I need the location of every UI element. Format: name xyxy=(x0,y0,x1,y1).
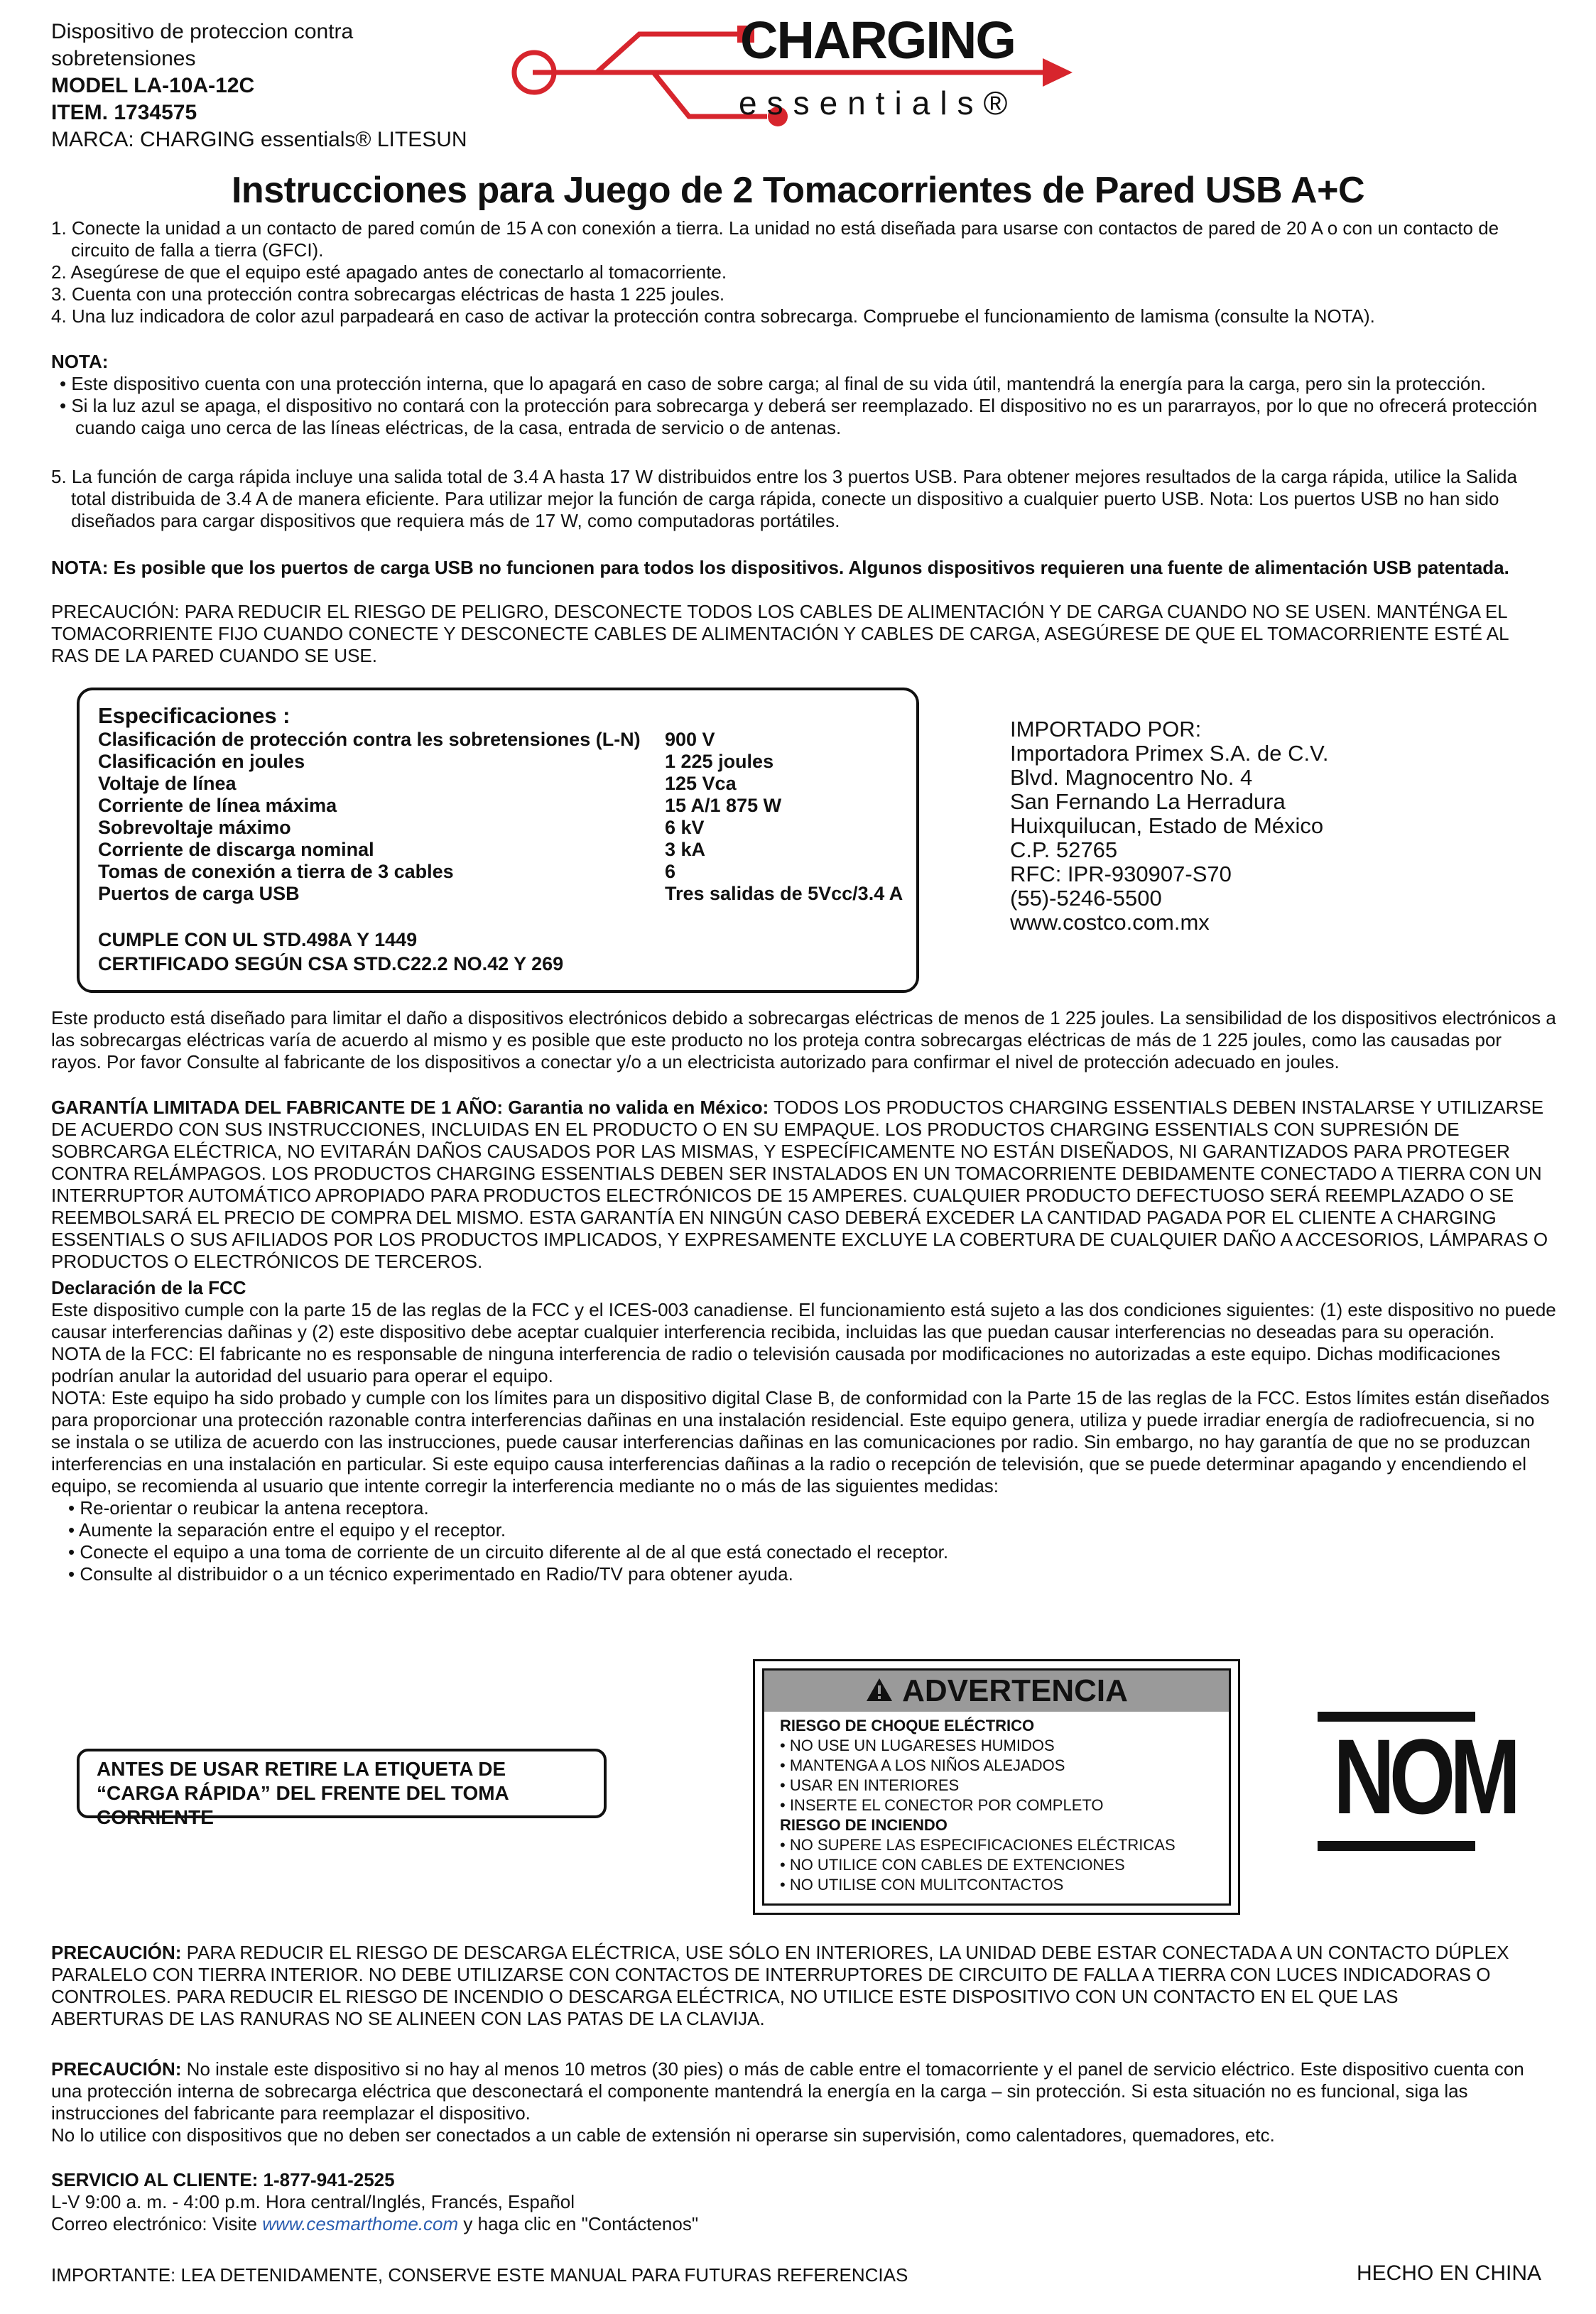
warning-label xyxy=(753,1659,1240,1915)
spec-key: Puertos de carga USB xyxy=(98,883,300,904)
warning-item: • NO UTILICE CON CABLES DE EXTENCIONES xyxy=(780,1856,1125,1874)
nom-bar-bottom xyxy=(1318,1841,1475,1851)
warning-title: ADVERTENCIA xyxy=(902,1673,1128,1708)
step-item: 2. Asegúrese de que el equipo esté apagado antes de conectarlo al tomacorriente. xyxy=(51,261,727,283)
spec-row xyxy=(98,729,908,751)
precaution-install xyxy=(51,2058,1536,2146)
warning-triangle-icon xyxy=(865,1672,894,1713)
step-5 xyxy=(51,466,1543,532)
service-phone: SERVICIO AL CLIENTE: 1-877-941-2525 xyxy=(51,2169,395,2190)
nota-label: NOTA: xyxy=(51,351,109,372)
importer-line: (55)-5246-5500 xyxy=(1010,886,1162,911)
warning-item: • NO SUPERE LAS ESPECIFICACIONES ELÉCTRICAS xyxy=(780,1836,1176,1854)
warning-inner-frame xyxy=(762,1668,1231,1906)
product-description: Este producto está diseñado para limitar el daño a dispositivos electrónicos debido a sobrecargas eléctricas de menos de 1 225 joules. La sensibilidad de los dispositivos electrónicos a las sobrecargas eléctricas varía de acuerdo al mismo y es posible que este producto no los proteja contra sobrecargas eléctricas de más de 1 225 joules, como las causadas por rayos. Por favor Consulte al fabricante de los dispositivos a conectar y/o a un electricista autorizado para confirmar el nivel de protección adecuado en joules. xyxy=(51,1007,1556,1072)
spec-value: 900 V xyxy=(665,729,715,750)
nota-section xyxy=(51,351,1564,439)
remove-label-callout xyxy=(77,1749,607,1828)
warning-heading: RIESGO DE CHOQUE ELÉCTRICO xyxy=(780,1717,1035,1734)
support-link[interactable]: www.cesmarthome.com xyxy=(262,2213,459,2234)
warranty-body: TODOS LOS PRODUCTOS CHARGING ESSENTIALS DEBEN INSTALARSE Y UTILIZARSE DE ACUERDO CON SUS INSTRUCCIONES, INCLUIDAS EN EL PRODUCTO O EN SU EMPAQUE. LOS PRODUCTOS CHARGING ESSENTIALS CON SUPRESIÓN DE SOBRCARGA ELÉCTRICA, NO EVITARÁN DAÑOS CAUSADOS POR LAS MISMAS, Y ESPECÍFICAMENTE NO ESTÁN DISEÑADOS, NI GARANTIZADOS PARA PROTEGER CONTRA RELÁMPAGOS. LOS PRODUCTOS CHARGING ESSENTIALS DEBEN SER INSTALADOS EN UN TOMACORRIENTE DEBIDAMENTE CONECTADO A TIERRA CON UN INTERRUPTOR AUTOMÁTICO APROPIADO PARA PRODUCTOS ELECTRÓNICOS DE 15 AMPERES. CUALQUIER PRODUCTO DEFECTUOSO SERÁ REEMPLAZADO O SE REEMBOLSARÁ EL PRECIO DE COMPRA DEL MISMO. ESTA GARANTÍA EN NINGÚN CASO DEBERÁ EXCEDER LA CANTIDAD PAGADA POR EL CLIENTE A CHARGING ESSENTIALS O SUS AFILIADOS POR LOS PRODUCTOS IMPLICADOS, Y EXPRESAMENTE EXCLUYE LA COBERTURA DE CUALQUIER DAÑO A ACCESORIOS, LÁMPARAS O PRODUCTOS O ELECTRÓNICOS DE TERCEROS. xyxy=(51,1097,1548,1272)
nota-usb: NOTA: Es posible que los puertos de carga USB no funcionen para todos los dispositivos. Algunos dispositivos requieren una fuente de alimentación USB patentada. xyxy=(51,557,1509,578)
precaution-lead: PRECAUCIÓN: xyxy=(51,2058,182,2080)
logo-word-charging: CHARGING xyxy=(740,11,1015,70)
made-in: HECHO EN CHINA xyxy=(1356,2261,1541,2285)
precaution-body: No instale este dispositivo si no hay al menos 10 metros (30 pies) o más de cable entre el tomacorriente y el panel de servicio eléctrico. Este dispositivo cuenta con una protección interna de sobrecarga eléctrica que desconectará el componente mantendrá la energía en la carga – sin protección. Si esta situación no es funcional, siga las instrucciones del fabricante para reemplazar el dispositivo. xyxy=(51,2058,1524,2124)
precaution-lead: PRECAUCIÓN: xyxy=(51,1942,182,1963)
spec-row xyxy=(98,861,908,883)
nom-text: NOM xyxy=(1333,1717,1516,1836)
spec-row xyxy=(98,751,908,773)
specifications-table xyxy=(98,729,908,905)
spec-key: Tomas de conexión a tierra de 3 cables xyxy=(98,861,454,882)
fcc-paragraph: NOTA de la FCC: El fabricante no es responsable de ninguna interferencia de radio o televisión causada por modificaciones no autorizadas a este equipo. Dichas modificaciones podrían anular la autoridad del usuario para operar el equipo. xyxy=(51,1343,1501,1386)
fcc-bullet: • Aumente la separación entre el equipo y el receptor. xyxy=(68,1519,506,1541)
warning-item: • USAR EN INTERIORES xyxy=(780,1776,960,1794)
nota-bullet: • Si la luz azul se apaga, el dispositivo no contará con la protección para sobrecarga y deberá ser reemplazado. El dispositivo no es un pararrayos, por lo que no ofrecerá protección cuando caiga uno cerca de las líneas eléctricas, de la casa, entrada de servicio o de antenas. xyxy=(60,395,1538,438)
spec-key: Clasificación en joules xyxy=(98,751,305,772)
importer-line: RFC: IPR-930907-S70 xyxy=(1010,862,1232,886)
step-item: 1. Conecte la unidad a un contacto de pared común de 15 A con conexión a tierra. La unidad no está diseñada para usarse con contactos de pared de 20 A o con un contacto de circuito de falla a tierra (GFCI). xyxy=(51,217,1499,261)
spec-row xyxy=(98,817,908,839)
nom-logo xyxy=(1318,1712,1516,1851)
fcc-paragraph: NOTA: Este equipo ha sido probado y cumple con los límites para un dispositivo digital Clase B, de conformidad con la Parte 15 de las reglas de la FCC. Estos límites están diseñados para proporcionar una protección razonable contra interferencias dañinas en una instalación residencial. Este equipo genera, utiliza y puede irradiar energía de radiofrecuencia, si no se instala o se utiliza de acuerdo con las instrucciones, puede causar interferencias dañinas en las comunicaciones por radio. Sin embargo, no hay garantía de que no se produzcan interferencias en una instalación en particular. Si este equipo causa interferencias dañinas a la radio o recepción de televisión, que se puede determinar apagando y encendiendo el equipo, se recomienda al usuario que intente corregir la interferencia mediante no o más de las siguientes medidas: xyxy=(51,1387,1550,1497)
fcc-bullet: • Consulte al distribuidor o a un técnico experimentado en Radio/TV para obtener ayuda. xyxy=(68,1563,793,1585)
fcc-bullet: • Re-orientar o reubicar la antena receptora. xyxy=(68,1497,429,1519)
importer-line: C.P. 52765 xyxy=(1010,837,1118,862)
precaution-extra: No lo utilice con dispositivos que no deben ser conectados a un cable de extensión ni operarse sin supervisión, como calentadores, quemadores, etc. xyxy=(51,2124,1275,2146)
warning-item: • MANTENGA A LOS NIÑOS ALEJADOS xyxy=(780,1756,1065,1774)
service-email xyxy=(51,2213,1188,2235)
spec-value: 3 kA xyxy=(665,839,706,860)
spec-value: 1 225 joules xyxy=(665,751,774,772)
fcc-title: Declaración de la FCC xyxy=(51,1277,246,1298)
spec-value: 125 Vca xyxy=(665,773,737,794)
warranty-lead: GARANTÍA LIMITADA DEL FABRICANTE DE 1 AÑO: Garantia no valida en México: xyxy=(51,1097,769,1118)
spec-row xyxy=(98,839,908,861)
warning-item: • NO UTILISE CON MULITCONTACTOS xyxy=(780,1876,1064,1894)
importer-line: IMPORTADO POR: xyxy=(1010,717,1202,742)
model-number: MODEL LA-10A-12C xyxy=(51,74,255,97)
fcc-bullet: • Conecte el equipo a una toma de corriente de un circuito diferente al de al que está conectado el receptor. xyxy=(68,1541,949,1563)
email-prefix: Correo electrónico: Visite xyxy=(51,2213,263,2234)
customer-service xyxy=(51,2169,1188,2235)
step-item: 3. Cuenta con una protección contra sobrecargas eléctricas de hasta 1 225 joules. xyxy=(51,283,725,305)
callout-text: ANTES DE USAR RETIRE LA ETIQUETA DE “CARGA RÁPIDA” DEL FRENTE DEL TOMA CORRIENTE xyxy=(97,1758,509,1828)
fcc-section xyxy=(51,1277,1557,1585)
header-block xyxy=(51,18,506,153)
spec-row xyxy=(98,795,908,817)
warning-header xyxy=(764,1671,1229,1712)
document-title: Instrucciones para Juego de 2 Tomacorrientes de Pared USB A+C xyxy=(231,170,1364,211)
precaution-indoor xyxy=(51,1942,1514,2030)
step-5-text: 5. La función de carga rápida incluye una salida total de 3.4 A hasta 17 W distribuidos entre los 3 puertos USB. Para obtener mejores resultados de la carga rápida, utilice la Salida total distribuida de 3.4 A de manera eficiente. Para utilizar mejor la función de carga rápida, conecte un dispositivo a cualquier puerto USB. Nota: Los puertos USB no han sido diseñados para cargar dispositivos que requiera más de 17 W, como computadoras portátiles. xyxy=(51,466,1517,531)
spec-key: Corriente de línea máxima xyxy=(98,795,337,816)
spec-value: 6 kV xyxy=(665,817,705,838)
certification-csa: CERTIFICADO SEGÚN CSA STD.C22.2 NO.42 Y 269 xyxy=(98,953,564,974)
certification-ul: CUMPLE CON UL STD.498A Y 1449 xyxy=(98,929,418,950)
spec-row xyxy=(98,883,908,905)
instruction-steps xyxy=(51,217,1557,327)
fcc-paragraph: Este dispositivo cumple con la parte 15 de las reglas de la FCC y el ICES-003 canadiense. El funcionamiento está sujeto a las dos condiciones siguientes: (1) este dispositivo no puede causar interferencias dañinas y (2) este dispositivo debe aceptar cualquier interferencia recibida, incluidas las que puedan causar interferencias no deseadas para su operación. xyxy=(51,1299,1556,1342)
charging-essentials-logo xyxy=(511,10,1080,152)
warning-item: • NO USE UN LUGARESES HUMIDOS xyxy=(780,1737,1055,1754)
importer-info xyxy=(1010,717,1521,935)
precaution-paragraph: PRECAUCIÓN: PARA REDUCIR EL RIESGO DE PELIGRO, DESCONECTE TODOS LOS CABLES DE ALIMENTACIÓN Y DE CARGA CUANDO NO SE USEN. MANTÉNGA EL TOMACORRIENTE FIJO CUANDO CONECTE Y DESCONECTE CABLES DE ALIMENTACIÓN Y CABLES DE CARGA, ASEGÚRESE DE QUE EL TOMACORRIENTE ESTÉ AL RAS DE LA PARED CUANDO SE USE. xyxy=(51,601,1509,666)
spec-row xyxy=(98,773,908,795)
header-line: sobretensiones xyxy=(51,47,196,70)
footer-notice: IMPORTANTE: LEA DETENIDAMENTE, CONSERVE ESTE MANUAL PARA FUTURAS REFERENCIAS xyxy=(51,2264,908,2286)
importer-line: Importadora Primex S.A. de C.V. xyxy=(1010,741,1329,766)
spec-key: Clasificación de protección contra les sobretensiones (L-N) xyxy=(98,729,641,750)
header-line: Dispositivo de proteccion contra xyxy=(51,20,354,43)
specifications-title: Especificaciones : xyxy=(98,703,291,728)
importer-website[interactable]: www.costco.com.mx xyxy=(1010,910,1210,935)
nota-bullet: • Este dispositivo cuenta con una protección interna, que lo apagará en caso de sobre carga; al final de su vida útil, mantendrá la energía para la carga, pero sin la protección. xyxy=(60,373,1487,394)
step-item: 4. Una luz indicadora de color azul parpadeará en caso de activar la protección contra sobrecarga. Compruebe el funcionamiento de lamisma (consulte la NOTA). xyxy=(51,305,1375,327)
precaution-body: PARA REDUCIR EL RIESGO DE DESCARGA ELÉCTRICA, USE SÓLO EN INTERIORES, LA UNIDAD DEBE ESTAR CONECTADA A UN CONTACTO DÚPLEX PARALELO CON TIERRA INTERIOR. NO DEBE UTILIZARSE CON CONTACTOS DE INTERRUPTORES DE CIRCUITO DE FALLA A TIERRA CON LUCES INDICADORAS O CONTROLES. PARA REDUCIR EL RIESGO DE INCENDIO O DESCARGA ELÉCTRICA, NO UTILICE ESTE DISPOSITIVO CON UN CONTACTO EN EL QUE LAS ABERTURAS DE LAS RANURAS NO SE ALINEEN CON LAS PATAS DE LA CLAVIJA. xyxy=(51,1942,1509,2029)
warning-item: • INSERTE EL CONECTOR POR COMPLETO xyxy=(780,1796,1104,1814)
warning-heading: RIESGO DE INCIENDO xyxy=(780,1816,948,1834)
warning-body xyxy=(764,1712,1229,1899)
spec-key: Voltaje de línea xyxy=(98,773,237,794)
fcc-measures xyxy=(51,1497,1557,1585)
spec-value: 15 A/1 875 W xyxy=(665,795,782,816)
item-number: ITEM. 1734575 xyxy=(51,101,197,124)
email-suffix: y haga clic en "Contáctenos" xyxy=(458,2213,699,2234)
spec-value: 6 xyxy=(665,861,676,882)
brand-line: MARCA: CHARGING essentials® LITESUN xyxy=(51,128,467,151)
importer-line: Huixquilucan, Estado de México xyxy=(1010,813,1324,838)
importer-line: San Fernando La Herradura xyxy=(1010,789,1286,814)
warranty-section xyxy=(51,1097,1557,1273)
specifications-box xyxy=(77,688,919,993)
spec-key: Sobrevoltaje máximo xyxy=(98,817,291,838)
spec-key: Corriente de discarga nominal xyxy=(98,839,374,860)
spec-value: Tres salidas de 5Vcc/3.4 A xyxy=(665,883,903,904)
logo-word-essentials: essentials® xyxy=(739,85,1018,121)
service-hours: L-V 9:00 a. m. - 4:00 p.m. Hora central/Inglés, Francés, Español xyxy=(51,2191,575,2212)
importer-line: Blvd. Magnocentro No. 4 xyxy=(1010,765,1253,790)
